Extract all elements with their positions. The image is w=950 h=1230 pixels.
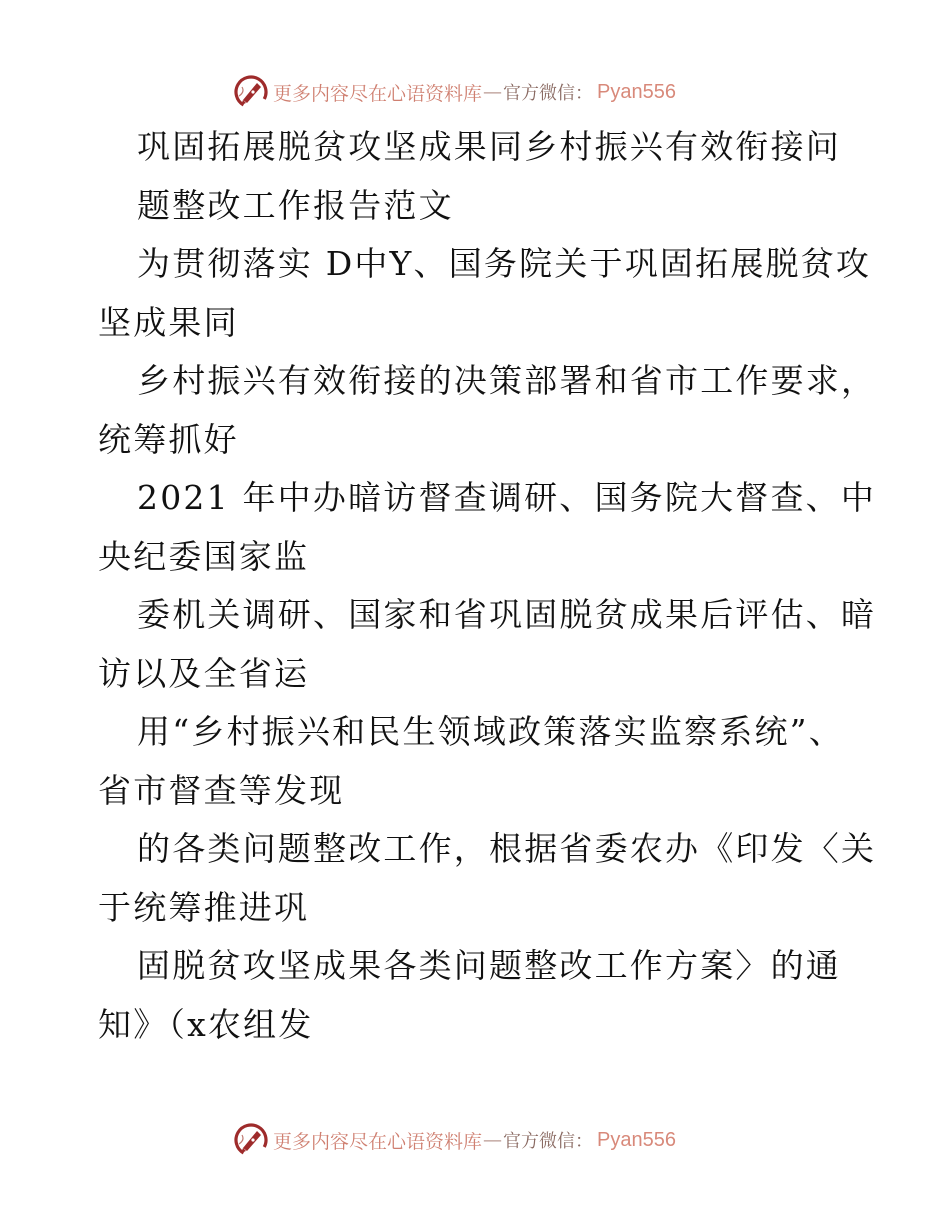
text-line: 坚成果同 — [98, 302, 239, 342]
text-line: 2021 年中办暗访督查调研、国务院大督查、中 — [137, 478, 877, 517]
watermark-site-text: 更多内容尽在心语资料库 — [273, 1130, 483, 1153]
text-line: 央纪委国家监 — [98, 536, 310, 576]
watermark-dash: — — [483, 1129, 503, 1151]
text-line: 的各类问题整改工作，根据省委农办《印发〈关 — [137, 829, 877, 868]
text-line: 于统筹推进巩 — [98, 887, 310, 927]
text-line: 固脱贫攻坚成果各类问题整改工作方案〉的通 — [137, 946, 841, 985]
text-line: 访以及全省运 — [98, 653, 310, 693]
watermark-wechat-label: 官方微信： — [503, 83, 594, 104]
watermark-site-text: 更多内容尽在心语资料库 — [273, 82, 483, 105]
header-watermark — [233, 72, 676, 112]
text-line: 知》（x农组发 — [98, 1004, 314, 1044]
pen-nib-logo-icon — [233, 1122, 269, 1158]
title-line-2: 题整改工作报告范文 — [137, 185, 454, 225]
title-line-1: 巩固拓展脱贫攻坚成果同乡村振兴有效衔接问 — [137, 127, 841, 166]
text-line: 省市督查等发现 — [98, 770, 345, 810]
pen-nib-logo-icon — [233, 74, 269, 110]
watermark-wechat-id: Pyan556 — [597, 80, 676, 103]
text-line: 为贯彻落实 D中Y、国务院关于巩固拓展脱贫攻 — [137, 244, 872, 283]
text-line: 统筹抓好 — [98, 419, 239, 459]
watermark-wechat-id: Pyan556 — [597, 1128, 676, 1151]
footer-watermark — [233, 1120, 676, 1160]
text-line: 用“乡村振兴和民生领域政策落实监察系统”、 — [137, 712, 844, 751]
text-line: 委机关调研、国家和省巩固脱贫成果后评估、暗 — [137, 595, 877, 634]
document-body — [98, 124, 877, 1060]
text-line: 乡村振兴有效衔接的决策部署和省市工作要求， — [137, 361, 877, 400]
watermark-dash: — — [483, 81, 503, 103]
watermark-wechat-label: 官方微信： — [503, 1131, 594, 1152]
